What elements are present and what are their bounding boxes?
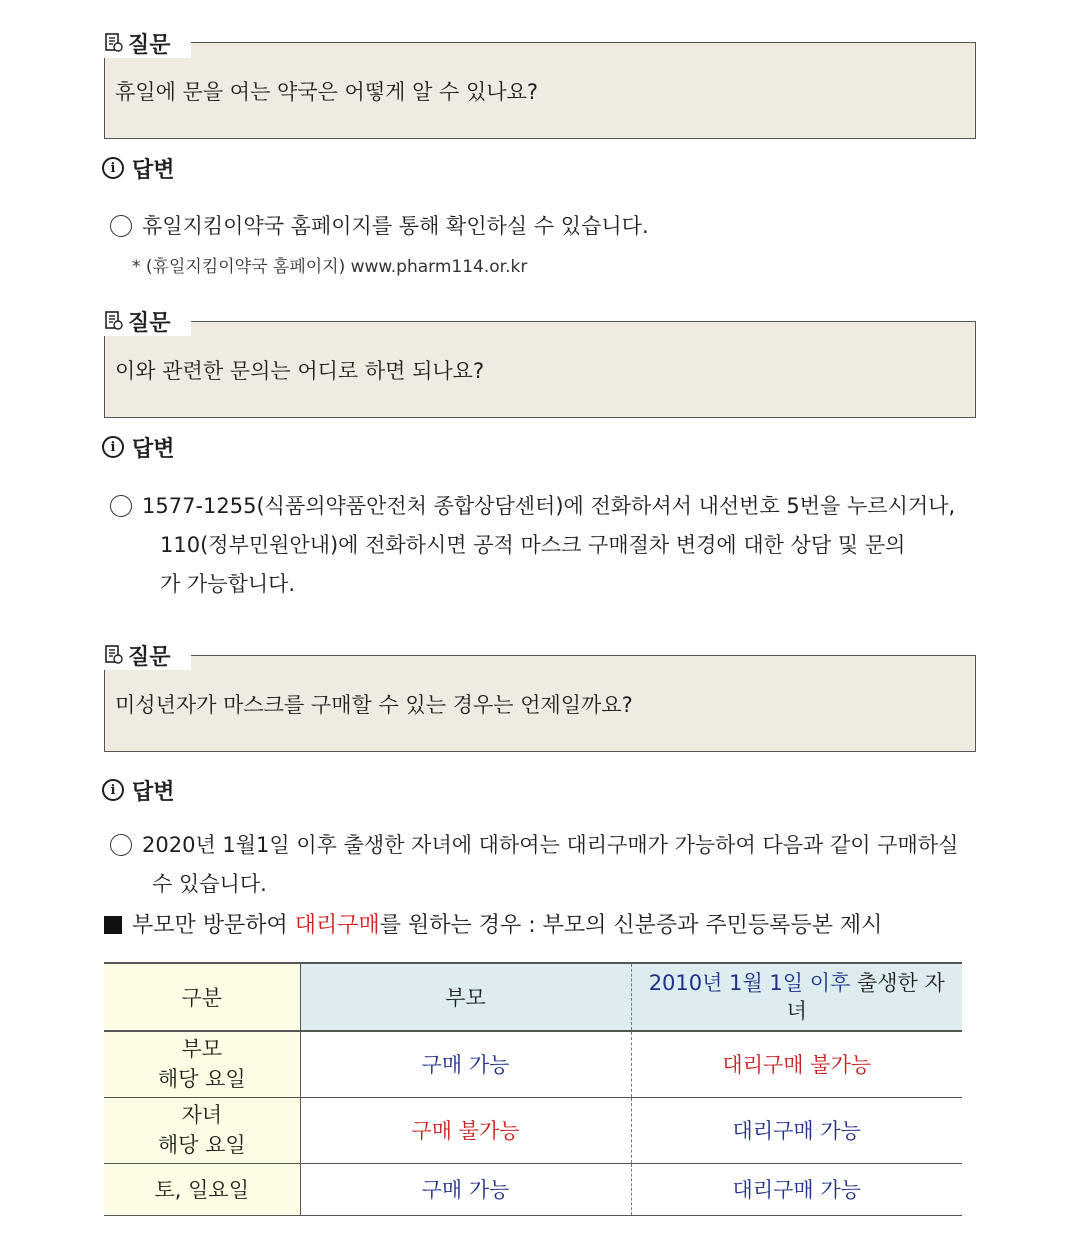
row-child-value: 대리구매 불가능: [631, 1031, 962, 1097]
purchase-table: [104, 962, 962, 1216]
row-parent-value: 구매 불가능: [300, 1097, 631, 1163]
header-category: 구분: [104, 963, 300, 1031]
answer-2-line-1: 1577-1255(식품의약품안전처 종합상담센터)에 전화하셔서 내선번호 5번을 누르시거나,: [142, 494, 956, 518]
header-child-date: 2010년 1월 1일 이후: [648, 971, 851, 995]
document-icon: [104, 311, 124, 331]
table-header-row: [104, 963, 962, 1031]
row-child-value: 대리구매 가능: [631, 1163, 962, 1215]
answer-label-text: 답변: [132, 779, 175, 805]
row-label-line1: 부모: [181, 1037, 223, 1062]
answer-3: [110, 826, 958, 904]
answer-label-text: 답변: [132, 436, 175, 462]
bullet-suffix: 를 원하는 경우 : 부모의 신분증과 주민등록등본 제시: [379, 913, 883, 938]
row-label-line2: 해당 요일: [157, 1067, 246, 1092]
purchase-condition-line: [104, 908, 882, 939]
row-label-line1: 자녀: [181, 1103, 223, 1127]
answer-label-2: [102, 432, 175, 462]
document-icon: [104, 645, 124, 665]
bullet-highlight: 대리구매: [294, 913, 380, 938]
answer-2-line-3: 가 가능합니다.: [160, 572, 296, 596]
question-text-1: 휴일에 문을 여는 약국은 어떻게 알 수 있나요?: [115, 79, 539, 104]
circle-bullet-icon: [110, 834, 132, 856]
answer-3-line-1: 2020년 1월1일 이후 출생한 자녀에 대하여는 대리구매가 가능하여 다음과 같이 구매하실: [142, 833, 959, 857]
row-parent-value: 구매 가능: [300, 1163, 631, 1215]
question-label-text: 질문: [128, 644, 171, 670]
question-box-3: [104, 655, 976, 752]
circle-bullet-icon: [110, 495, 132, 517]
circle-bullet-icon: [110, 215, 132, 237]
row-label: [104, 1097, 300, 1163]
question-label-text: 질문: [128, 32, 171, 58]
document-icon: [104, 33, 124, 53]
question-box-1: [104, 42, 976, 139]
info-icon: i: [102, 436, 124, 458]
info-icon: i: [102, 779, 124, 801]
answer-label-text: 답변: [132, 157, 175, 183]
table-row: [104, 1163, 962, 1215]
question-box-2: [104, 321, 976, 418]
row-label: [104, 1031, 300, 1097]
answer-3-line-2: 수 있습니다.: [152, 872, 267, 896]
answer-2: [110, 487, 955, 604]
row-label: 토, 일요일: [104, 1163, 300, 1215]
answer-2-line-2: 110(정부민원안내)에 전화하시면 공적 마스크 구매절차 변경에 대한 상담 및 문의: [160, 533, 906, 557]
answer-label-1: [102, 153, 175, 183]
question-label-2: [104, 306, 191, 336]
bullet-prefix: 부모만 방문하여: [132, 913, 295, 938]
answer-1-line-1: 휴일지킴이약국 홈페이지를 통해 확인하실 수 있습니다.: [142, 214, 649, 238]
question-text-3: 미성년자가 마스크를 구매할 수 있는 경우는 언제일까요?: [115, 692, 633, 717]
answer-label-3: [102, 775, 175, 805]
header-child-rest: 출생한 자녀: [786, 971, 945, 1023]
question-text-2: 이와 관련한 문의는 어디로 하면 되나요?: [115, 358, 485, 383]
square-bullet-icon: [104, 916, 122, 934]
row-parent-value: 구매 가능: [300, 1031, 631, 1097]
info-icon: i: [102, 157, 124, 179]
row-child-value: 대리구매 가능: [631, 1097, 962, 1163]
header-parent: 부모: [300, 963, 631, 1031]
question-label-3: [104, 640, 191, 670]
table-row: [104, 1097, 962, 1163]
question-label-text: 질문: [128, 310, 171, 336]
table-row: [104, 1031, 962, 1097]
header-child: [631, 963, 962, 1031]
question-label-1: [104, 28, 191, 58]
answer-1-note: * (휴일지킴이약국 홈페이지) www.pharm114.or.kr: [132, 257, 528, 277]
answer-1: [110, 207, 649, 246]
row-label-line2: 해당 요일: [157, 1133, 246, 1157]
